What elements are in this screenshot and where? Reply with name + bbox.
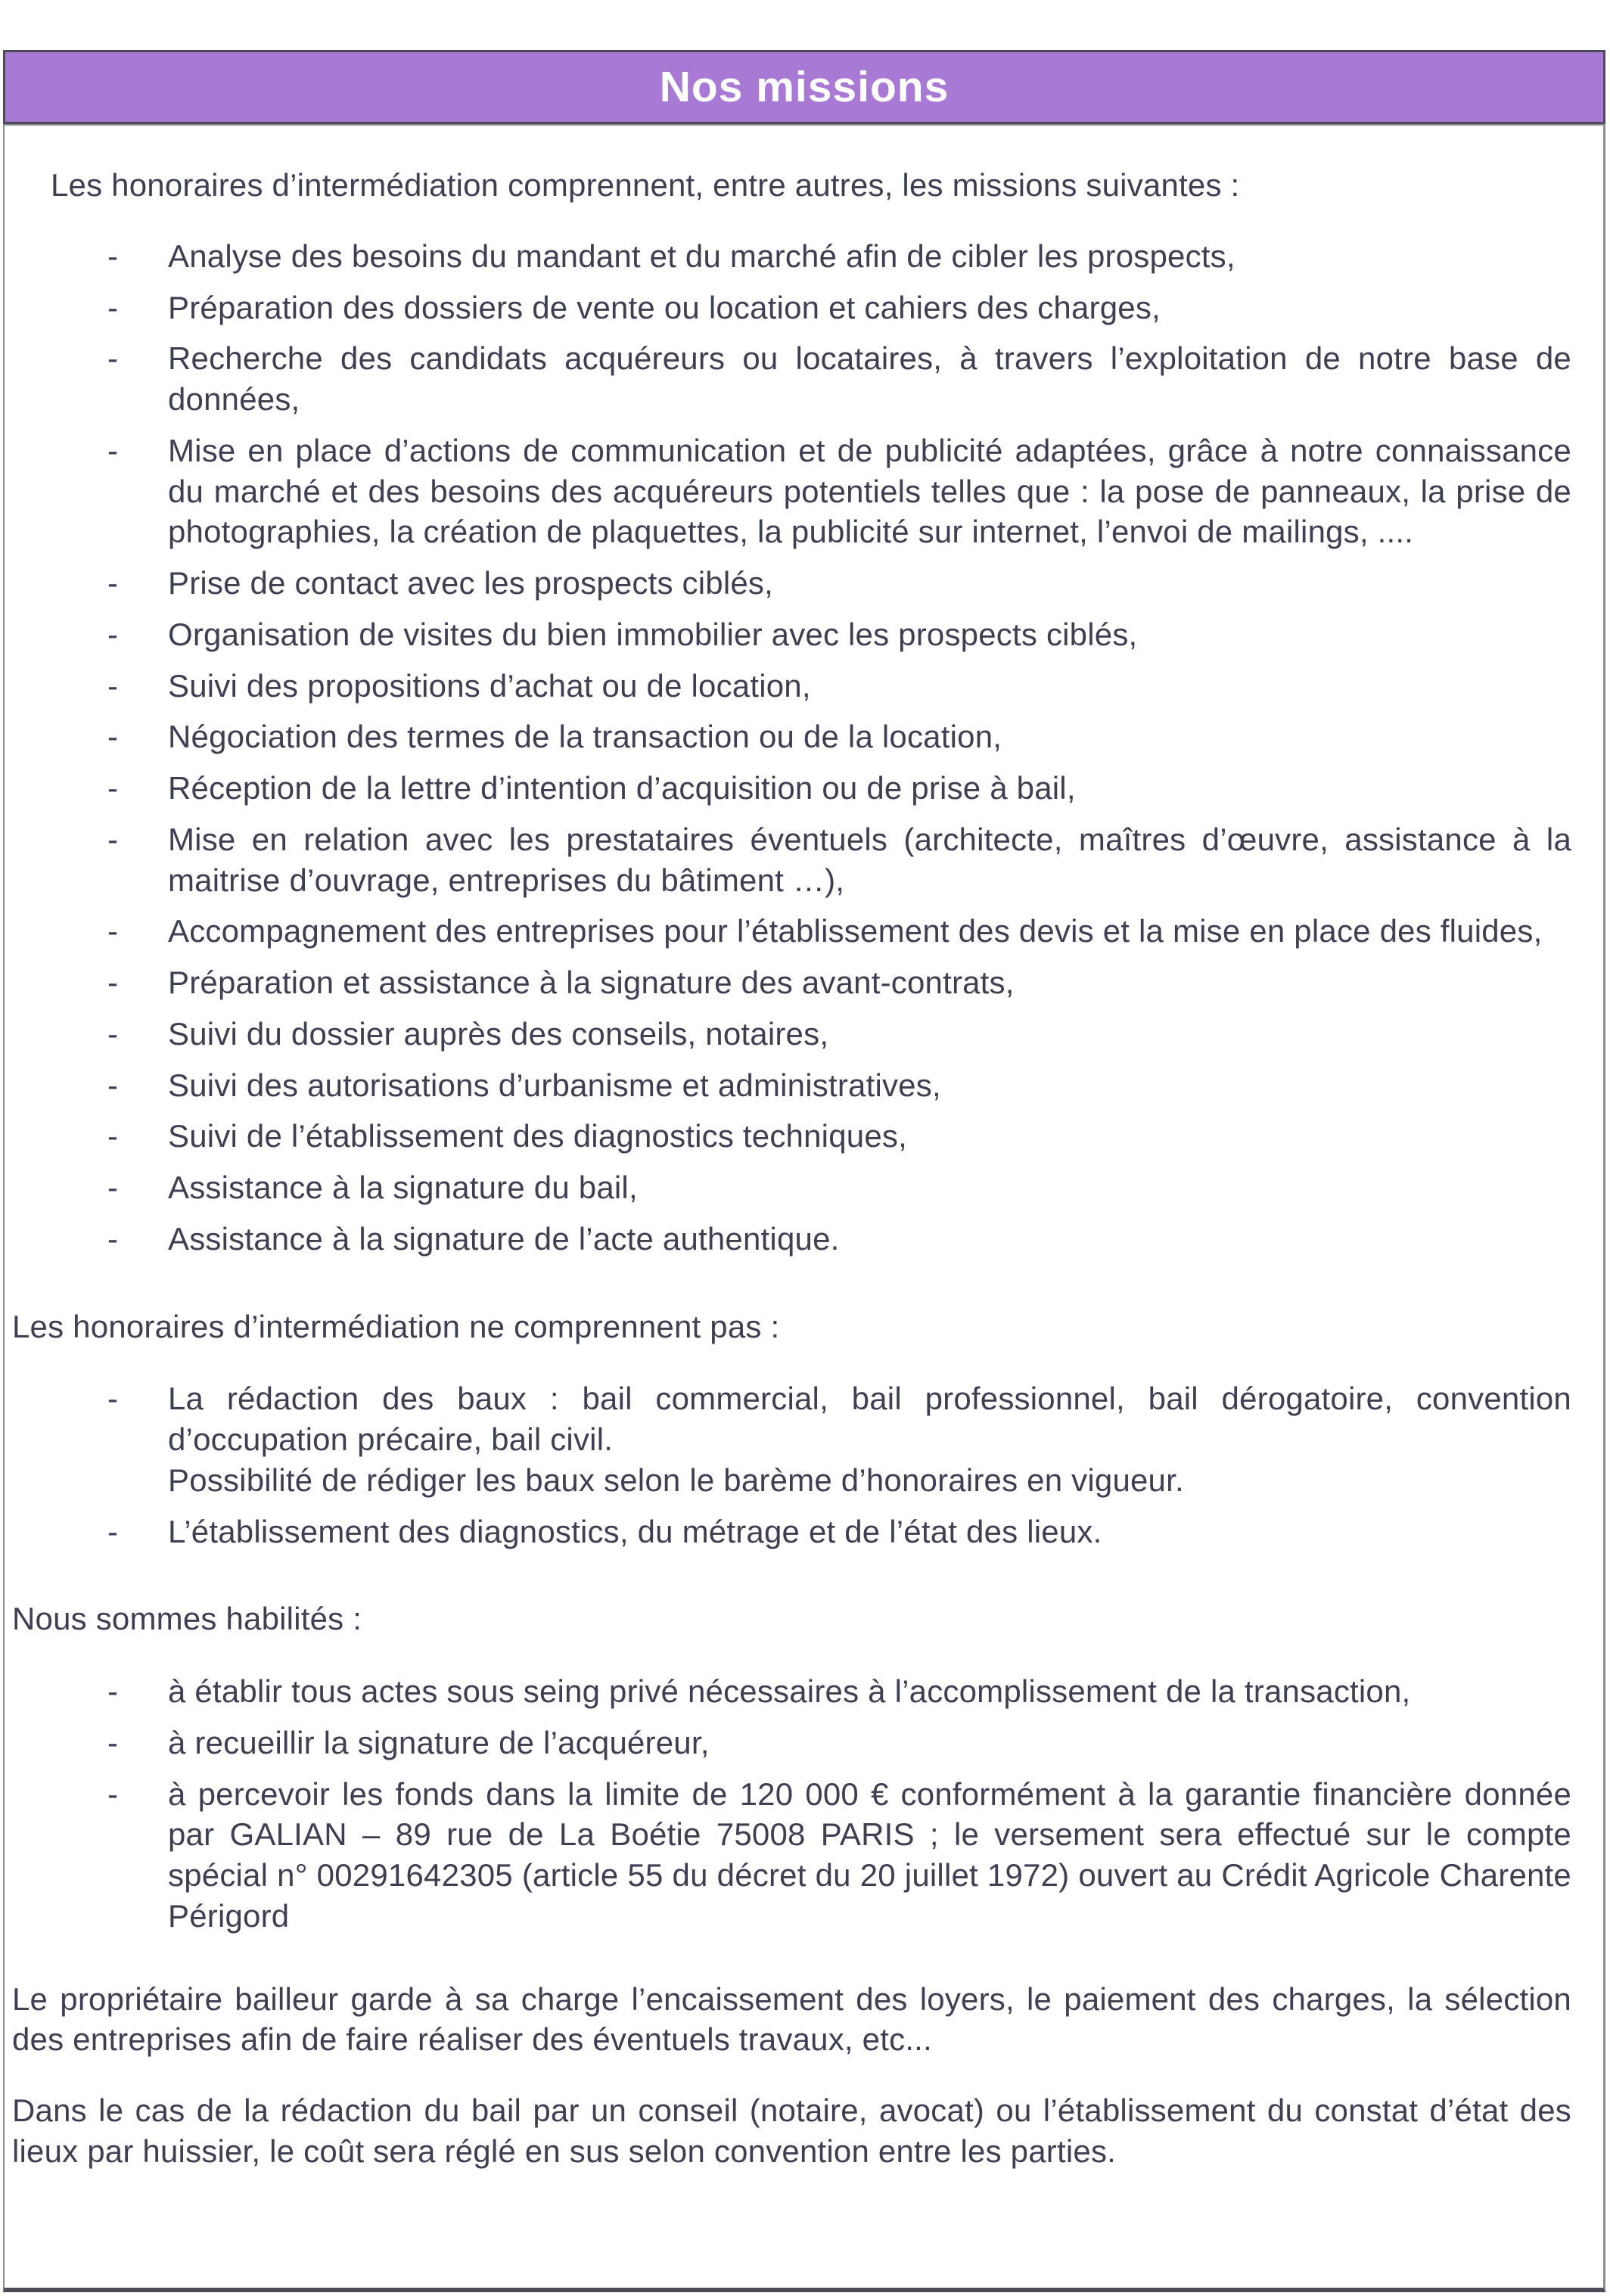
mission-item [12, 287, 1571, 328]
not-included-list [12, 1378, 1571, 1552]
mission-item-text: Réception de la lettre d’intention d’acquisition ou de prise à bail, [168, 770, 1076, 806]
mission-item-text: Organisation de visites du bien immobilier avec les prospects ciblés, [168, 616, 1138, 652]
authorized-item [12, 1774, 1571, 1937]
dash-bullet: - [107, 821, 119, 857]
not-included-item [12, 1512, 1571, 1552]
mission-item [12, 819, 1571, 901]
mission-item-text: Suivi de l’établissement des diagnostics techniques, [168, 1118, 907, 1154]
authorized-list [12, 1671, 1571, 1937]
dash-bullet: - [107, 565, 119, 601]
mission-item-text: Négociation des termes de la transaction ou de la location, [168, 719, 1002, 755]
not-included-heading: Les honoraires d’intermédiation ne comprennent pas : [12, 1308, 780, 1344]
content-box [3, 124, 1605, 2292]
mission-item-text: Mise en place d’actions de communication et de publicité adaptées, grâce à notre connaissance du marché et des besoins des acquéreurs potentiels telles que : la pose de panneaux, la prise de photographies, la création de plaquettes, la publicité sur internet, l’envoi de mailings, .... [168, 432, 1571, 550]
missions-list [12, 236, 1571, 1260]
dash-bullet: - [107, 1513, 119, 1549]
not-included-item [12, 1378, 1571, 1500]
closing-paragraph-bail: Dans le cas de la rédaction du bail par un conseil (notaire, avocat) ou l’établissement du constat d’état des lieux par huissier, le coût sera réglé en sus selon convention entre les parties. [12, 2092, 1571, 2169]
not-included-item-note: Possibilité de rédiger les baux selon le barème d’honoraires en vigueur. [168, 1462, 1184, 1498]
mission-item [12, 236, 1571, 277]
mission-item-text: Suivi du dossier auprès des conseils, notaires, [168, 1015, 829, 1052]
mission-item [12, 430, 1571, 552]
mission-item [12, 614, 1571, 655]
dash-bullet: - [107, 1724, 119, 1760]
dash-bullet: - [107, 1776, 119, 1812]
mission-item-text: Assistance à la signature de l’acte authentique. [168, 1220, 840, 1257]
mission-item-text: Recherche des candidats acquéreurs ou locataires, à travers l’exploitation de notre base de données, [168, 340, 1571, 417]
mission-item [12, 338, 1571, 420]
mission-item [12, 1116, 1571, 1157]
mission-item [12, 563, 1571, 604]
mission-item [12, 1167, 1571, 1208]
authorized-item [12, 1671, 1571, 1712]
mission-item-text: Suivi des autorisations d’urbanisme et administratives, [168, 1067, 941, 1103]
authorized-item-text: à recueillir la signature de l’acquéreur, [168, 1724, 710, 1760]
dash-bullet: - [107, 1381, 119, 1417]
not-included-item-text [168, 1378, 1571, 1500]
authorized-item-text: à percevoir les fonds dans la limite de 120 000 € conformément à la garantie financière donnée par GALIAN – 89 rue de La Boétie 75008 PARIS ; le versement sera effectué sur le compte spécial n° 00291642305 (article 55 du décret du 20 juillet 1972) ouvert au Crédit Agricole Charente Périgord [168, 1776, 1571, 1934]
mission-item-text: Prise de contact avec les prospects ciblés, [168, 565, 773, 601]
dash-bullet: - [107, 616, 119, 652]
dash-bullet: - [107, 965, 119, 1000]
mission-item [12, 962, 1571, 1003]
dash-bullet: - [107, 1015, 119, 1052]
closing-paragraph-owner: Le propriétaire bailleur garde à sa charge l’encaissement des loyers, le paiement des charges, la sélection des entreprises afin de faire réaliser des éventuels travaux, etc... [12, 1981, 1571, 2058]
not-included-item-main: La rédaction des baux : bail commercial, bail professionnel, bail dérogatoire, convention d’occupation précaire, bail civil. [168, 1381, 1571, 1457]
mission-item [12, 666, 1571, 707]
not-included-item-text: L’établissement des diagnostics, du métrage et de l’état des lieux. [168, 1513, 1102, 1549]
dash-bullet: - [107, 770, 119, 806]
mission-item-text: Préparation et assistance à la signature des avant-contrats, [168, 965, 1015, 1000]
page-title: Nos missions [659, 63, 950, 111]
dash-bullet: - [107, 340, 119, 377]
mission-item-text: Mise en relation avec les prestataires éventuels (architecte, maîtres d’œuvre, assistance à la maitrise d’ouvrage, entreprises du bâtiment …), [168, 821, 1571, 898]
dash-bullet: - [107, 432, 119, 468]
dash-bullet: - [107, 719, 119, 755]
dash-bullet: - [107, 289, 119, 325]
mission-item-text: Accompagnement des entreprises pour l’établissement des devis et la mise en place des fluides, [168, 913, 1543, 949]
section-header [3, 50, 1605, 124]
mission-item [12, 716, 1571, 757]
authorized-heading: Nous sommes habilités : [12, 1601, 362, 1637]
authorized-item-text: à établir tous actes sous seing privé nécessaires à l’accomplissement de la transaction, [168, 1673, 1411, 1709]
mission-item-text: Préparation des dossiers de vente ou location et cahiers des charges, [168, 289, 1161, 325]
mission-item-text: Analyse des besoins du mandant et du marché afin de cibler les prospects, [168, 238, 1235, 274]
dash-bullet: - [107, 913, 119, 949]
mission-item-text: Assistance à la signature du bail, [168, 1170, 638, 1205]
dash-bullet: - [107, 1673, 119, 1709]
dash-bullet: - [107, 667, 119, 704]
mission-item [12, 768, 1571, 809]
mission-item [12, 911, 1571, 952]
mission-item [12, 1014, 1571, 1055]
mission-item [12, 1065, 1571, 1106]
mission-item [12, 1219, 1571, 1260]
intro-paragraph: Les honoraires d’intermédiation comprennent, entre autres, les missions suivantes : [51, 167, 1240, 203]
dash-bullet: - [107, 1067, 119, 1103]
mission-item-text: Suivi des propositions d’achat ou de location, [168, 667, 811, 704]
authorized-item [12, 1723, 1571, 1763]
dash-bullet: - [107, 1118, 119, 1154]
dash-bullet: - [107, 238, 119, 274]
dash-bullet: - [107, 1220, 119, 1257]
dash-bullet: - [107, 1170, 119, 1205]
